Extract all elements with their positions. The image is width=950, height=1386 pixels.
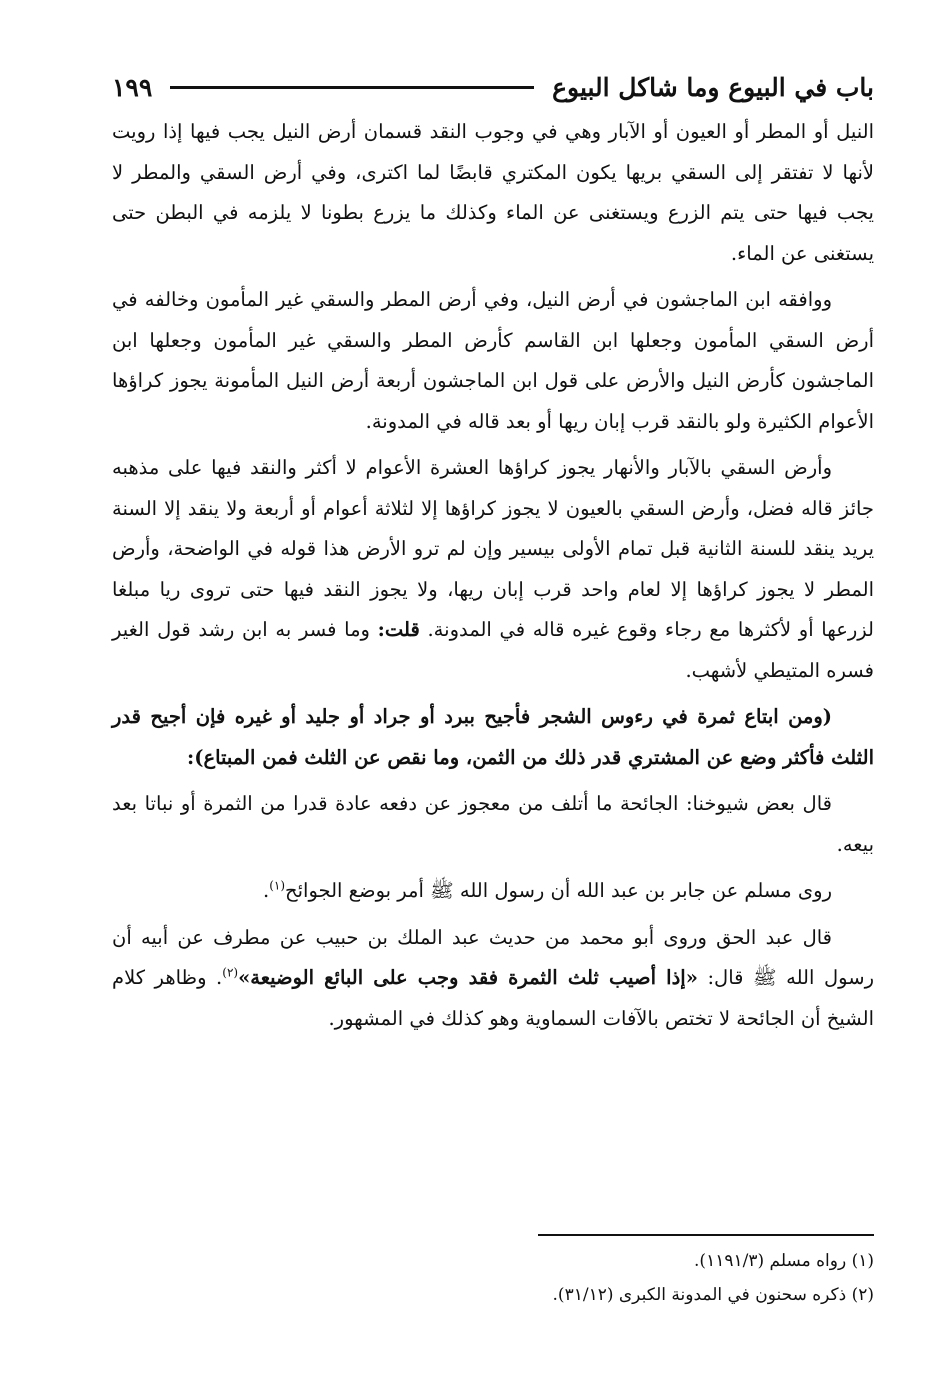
abdalhaqq-text-after: . وظاهر كلام الشيخ أن الجائحة لا تختص بالآفات السماوية وهو كذلك في المشهور. [112, 966, 874, 1030]
paragraph-abdalhaqq [112, 918, 874, 1040]
paragraph-3-text: وأرض السقي بالآبار والأنهار يجوز كراؤها العشرة الأعوام لا أكثر والنقد فيها على مذهبه جائز قاله فضل، وأرض السقي بالعيون لا يجوز كراؤها إلا لثلاثة أعوام أو أربعة ولا ينقد إلا السنة يريد ينقد للسنة الثانية قبل تمام الأولى بيسير وإن لم ترو الأرض هذا قوله في الواضحة، وأرض المطر لا يجوز كراؤها إلا لعام واحد قرب إبان ريها، ولا يجوز النقد فيها حتى تروى ريا مبلغا لزرعها أو لأكثرها مع رجاء وقوع غيره قاله في المدونة. [112, 456, 874, 641]
main-text [112, 112, 874, 1045]
hadith-quote: «إذا أصيب ثلث الثمرة فقد وجب على البائع الوضيعة» [238, 966, 698, 989]
qult-text: وما فسر به ابن رشد قول الغير فسره المتيطي لأشهب. [112, 618, 874, 682]
paragraph-muslim [112, 871, 874, 912]
footnote-2: (٢) ذكره سحنون في المدونة الكبرى (٣١/١٢). [552, 1285, 874, 1305]
muslim-end: . [262, 879, 270, 902]
footnotes [112, 1244, 874, 1312]
footnote-1: (١) رواه مسلم (١١٩١/٣). [694, 1251, 874, 1271]
abdalhaqq-text-before: قال عبد الحق وروى أبو محمد من حديث عبد الملك بن حبيب عن مطرف عن أبيه أن رسول الله ﷺ قال: [112, 925, 874, 989]
running-title: باب في البيوع وما شاكل البيوع [552, 72, 874, 102]
paragraph-2: ووافقه ابن الماجشون في أرض النيل، وفي أرض المطر والسقي غير المأمون وخالفه في أرض السقي المأمون وجعلها ابن القاسم كأرض المطر والسقي غير المأمون وجعلها ابن الماجشون كأرض النيل والأرض على قول ابن الماجشون أربعة أرض النيل المأمونة يجوز كراؤها الأعوام الكثيرة ولو بالنقد قرب إبان ريها أو بعد قاله في المدونة. [112, 288, 874, 433]
footnote-mark-1: (١) [269, 878, 286, 893]
page-header [112, 64, 874, 110]
paragraph-jaiha: قال بعض شيوخنا: الجائحة ما أتلف من معجوز عن دفعه عادة قدرا من الثمرة أو نباتا بعد بيعه. [112, 792, 874, 856]
bold-paragraph: (ومن ابتاع ثمرة في رءوس الشجر فأجيح ببرد أو جراد أو جليد أو غيره فإن أجيح قدر الثلث فأكثر وضع عن المشتري قدر ذلك من الثمن، وما نقص عن الثلث فمن المبتاع): [112, 705, 874, 769]
muslim-text: روى مسلم عن جابر بن عبد الله أن رسول الله ﷺ أمر بوضع الجوائح [285, 879, 832, 902]
header-rule [170, 86, 534, 89]
footnote-mark-2: (٢) [222, 965, 239, 980]
paragraph-3 [112, 448, 874, 691]
footnote-separator [538, 1234, 874, 1236]
page-number: ١٩٩ [112, 72, 153, 102]
qult-label: قلت: [377, 618, 420, 641]
paragraph-1: النيل أو المطر أو العيون أو الآبار وهي في وجوب النقد قسمان أرض النيل يجب فيها إذا رويت لأنها لا تفتقر إلى السقي بريها يكون المكتري قابضًا لما اكترى، وفي أرض السقي والمطر لا يجب فيها حتى يتم الزرع ويستغنى عن الماء وكذلك ما يزرع بطونا لا يلزمه في البطن حتى يستغنى عن الماء. [112, 120, 874, 265]
